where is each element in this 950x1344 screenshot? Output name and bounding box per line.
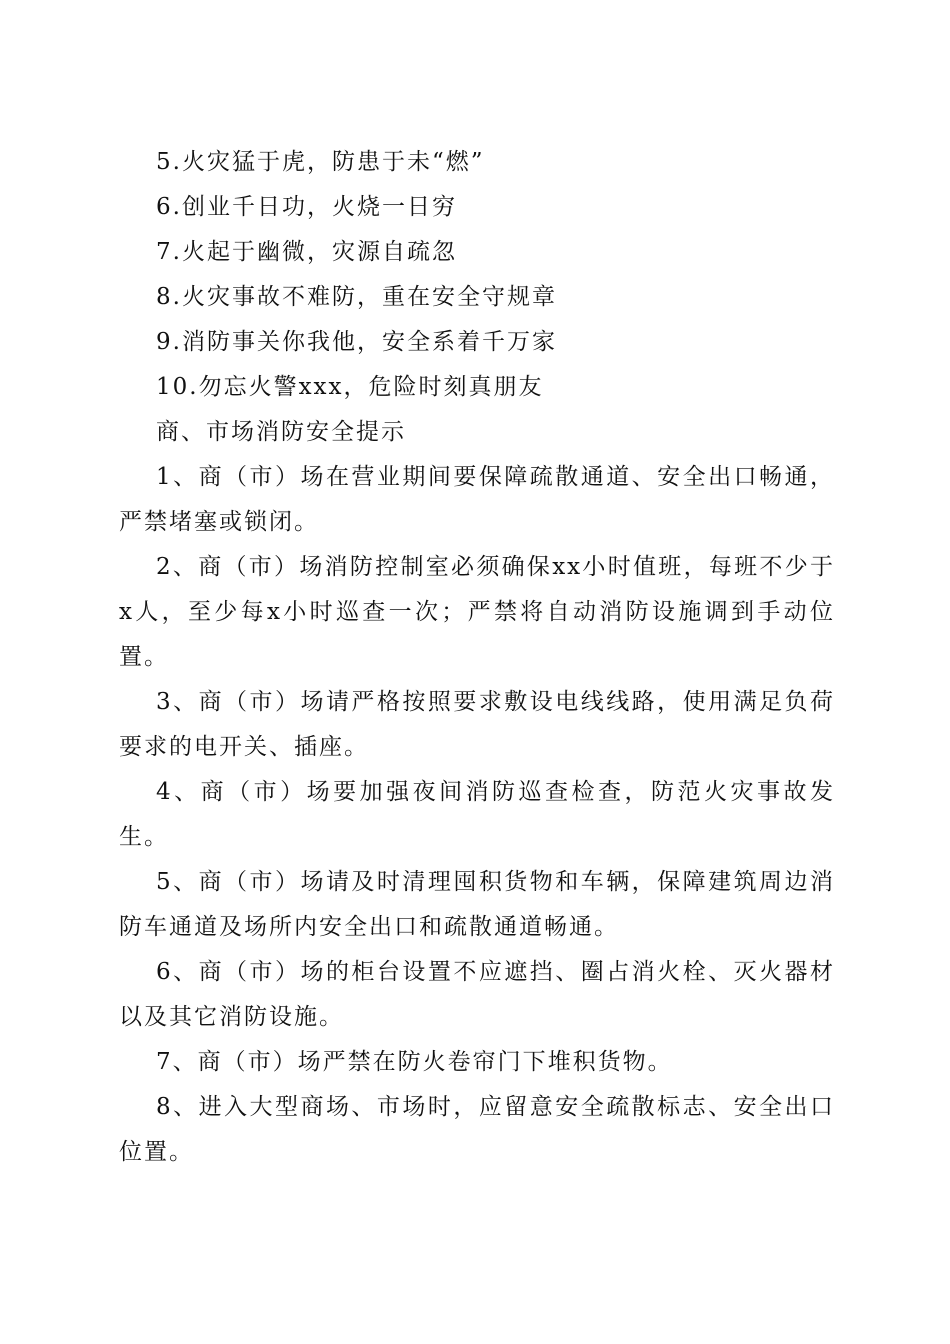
document-page bbox=[119, 140, 835, 1175]
section-title: 商、市场消防安全提示 bbox=[156, 419, 406, 445]
tip-paragraph: 7、商（市）场严禁在防火卷帘门下堆积货物。 bbox=[156, 1049, 673, 1075]
slogan-line: 7.火起于幽微，灾源自疏忽 bbox=[156, 239, 457, 265]
slogan-line: 9.消防事关你我他，安全系着千万家 bbox=[156, 329, 557, 355]
tip-paragraph: 4、商（市）场要加强夜间消防巡查检查，防范火灾事故发生。 bbox=[119, 779, 835, 850]
tip-paragraph: 8、进入大型商场、市场时，应留意安全疏散标志、安全出口位置。 bbox=[119, 1094, 835, 1165]
slogan-line: 10.勿忘火警xxx，危险时刻真朋友 bbox=[156, 374, 544, 400]
slogan-line: 8.火灾事故不难防，重在安全守规章 bbox=[156, 284, 557, 310]
tip-paragraph: 6、商（市）场的柜台设置不应遮挡、圈占消火栓、灭火器材以及其它消防设施。 bbox=[119, 959, 835, 1030]
slogan-line: 5.火灾猛于虎，防患于未“燃” bbox=[156, 149, 485, 175]
tip-paragraph: 2、商（市）场消防控制室必须确保xx小时值班，每班不少于x人，至少每x小时巡查一次；严禁将自动消防设施调到手动位置。 bbox=[119, 554, 835, 670]
slogan-line: 6.创业千日功，火烧一日穷 bbox=[156, 194, 457, 220]
tip-paragraph: 1、商（市）场在营业期间要保障疏散通道、安全出口畅通，严禁堵塞或锁闭。 bbox=[119, 464, 835, 535]
tip-paragraph: 3、商（市）场请严格按照要求敷设电线线路，使用满足负荷要求的电开关、插座。 bbox=[119, 689, 835, 760]
tip-paragraph: 5、商（市）场请及时清理囤积货物和车辆，保障建筑周边消防车通道及场所内安全出口和疏散通道畅通。 bbox=[119, 869, 835, 940]
